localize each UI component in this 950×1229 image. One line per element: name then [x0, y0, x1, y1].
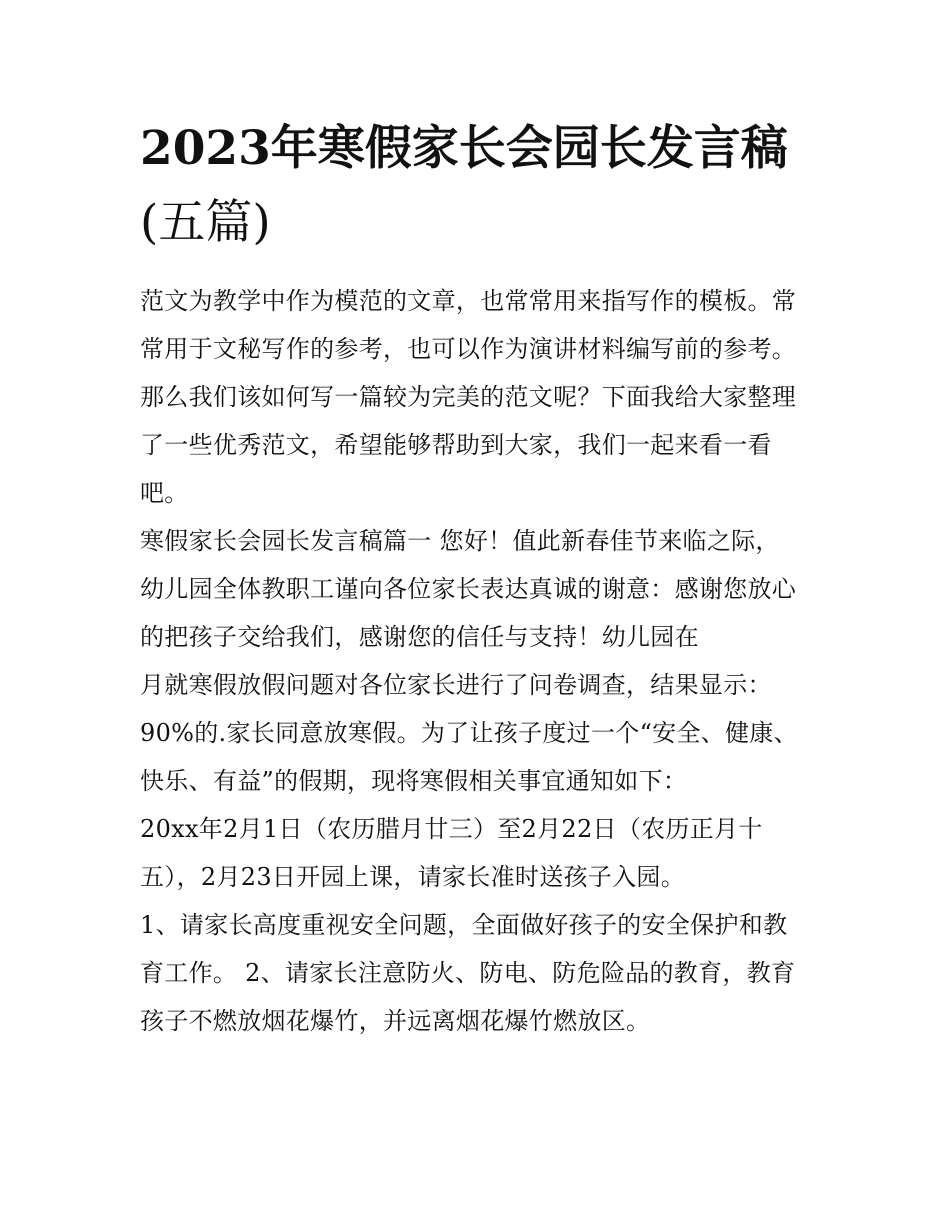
body-line: 吧。 [140, 479, 189, 507]
body-line: 90%的.家长同意放寒假。为了让孩子度过一个“安全、健康、 [140, 719, 798, 747]
body-line: 五），2月23日开园上课，请家长准时送孩子入园。 [140, 863, 686, 891]
body-line: 孩子不燃放烟花爆竹，并远离烟花爆竹燃放区。 [140, 1007, 651, 1035]
body-line: 育工作。 2、请家长注意防火、防电、防危险品的教育，教育 [140, 959, 796, 987]
body-line: 寒假家长会园长发言稿篇一 您好！值此新春佳节来临之际， [140, 527, 780, 555]
document-body [140, 277, 840, 1045]
body-line: 范文为教学中作为模范的文章，也常常用来指写作的模板。常 [140, 287, 797, 315]
body-line: 1、请家长高度重视安全问题，全面做好孩子的安全保护和教 [140, 911, 788, 939]
body-line: 那么我们该如何写一篇较为完美的范文呢？下面我给大家整理 [140, 383, 797, 411]
body-line: 快乐、有益”的假期，现将寒假相关事宜通知如下： [140, 767, 688, 795]
body-line: 了一些优秀范文，希望能够帮助到大家，我们一起来看一看 [140, 431, 772, 459]
title-main: 2023年寒假家长会园长发言稿 [140, 121, 788, 176]
body-line: 20xx年2月1日（农历腊月廿三）至2月22日（农历正月十 [140, 815, 763, 843]
document-title [140, 112, 840, 260]
body-line: 月就寒假放假问题对各位家长进行了问卷调查，结果显示： [140, 671, 772, 699]
title-subtitle: (五篇) [140, 195, 271, 250]
body-line: 幼儿园全体教职工谨向各位家长表达真诚的谢意：感谢您放心 [140, 575, 797, 603]
body-line: 常用于文秘写作的参考，也可以作为演讲材料编写前的参考。 [140, 335, 797, 363]
body-line: 的把孩子交给我们，感谢您的信任与支持！幼儿园在 [140, 623, 699, 651]
